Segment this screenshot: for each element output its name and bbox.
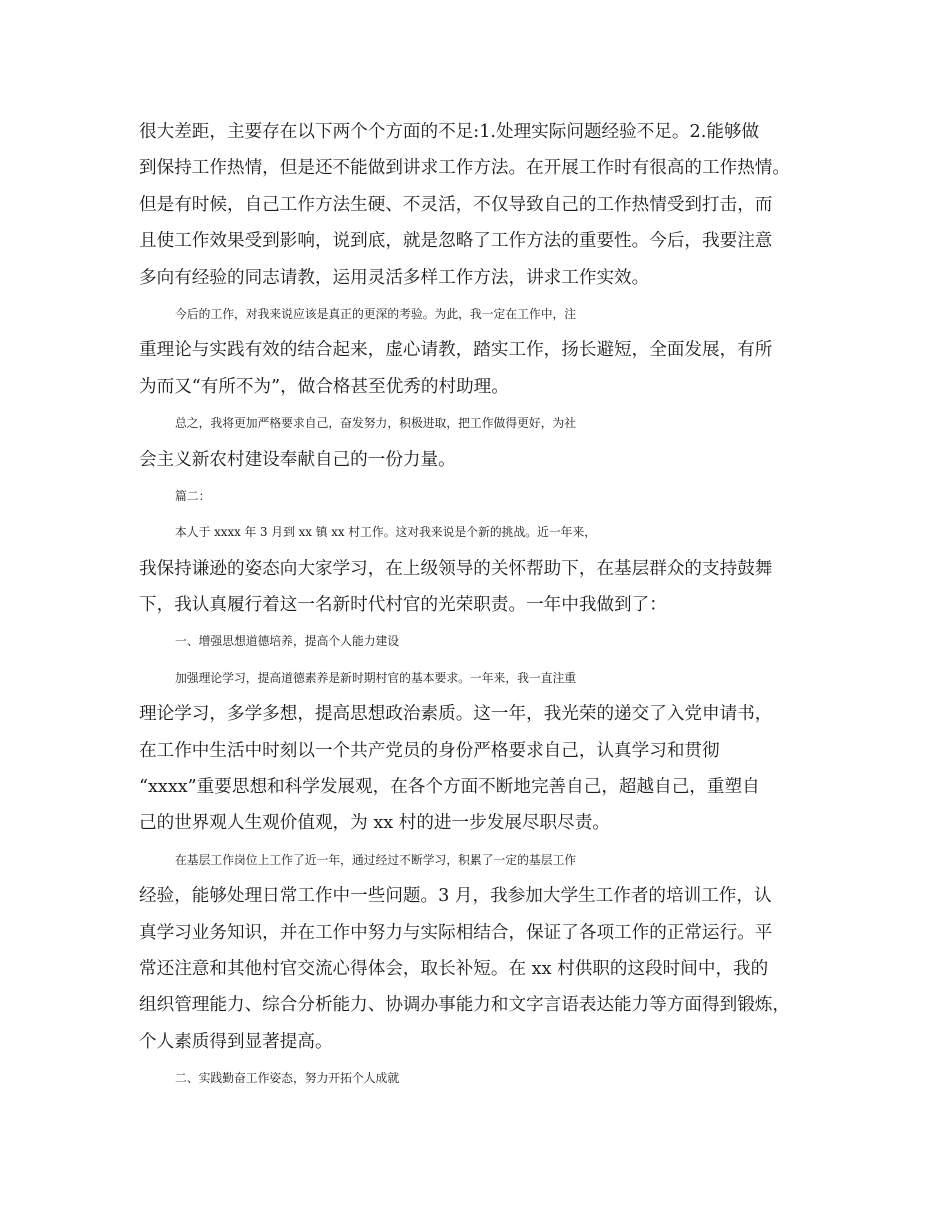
text-line: 在工作中生活中时刻以一个共产党员的身份严格要求自己，认真学习和贯彻	[139, 740, 720, 761]
text-line: 真学习业务知识，并在工作中努力与实际相结合，保证了各项工作的正常运行。平	[139, 922, 773, 943]
text-line: 在基层工作岗位上工作了近一年，通过经过不断学习，积累了一定的基层工作	[175, 852, 577, 867]
text-line: 个人素质得到显著提高。	[139, 1031, 333, 1052]
text-line: 理论学习，多学多想，提高思想政治素质。这一年，我光荣的递交了入党申请书，	[139, 704, 773, 725]
text-line: 下，我认真履行着这一名新时代村官的光荣职责。一年中我做到了：	[139, 595, 667, 616]
text-line: 今后的工作，对我来说应该是真正的更深的考验。为此，我一定在工作中，注	[175, 306, 577, 321]
text-line: 本人于 xxxx 年 3 月到 xx 镇 xx 村工作。这对我来说是个新的挑战。近一年来，	[175, 525, 597, 540]
text-line: 总之，我将更加严格要求自己，奋发努力，积极进取，把工作做得更好，为社	[175, 416, 577, 431]
text-line: 但是有时候，自己工作方法生硬、不灵活，不仅导致自己的工作热情受到打击，而	[139, 194, 773, 215]
text-line: 且使工作效果受到影响，说到底，就是忽略了工作方法的重要性。今后，我要注意	[139, 231, 773, 252]
text-line: “xxxx”重要思想和科学发展观，在各个方面不断地完善自己，超越自己，重塑自	[139, 777, 760, 798]
text-line: 到保持工作热情，但是还不能做到讲求工作方法。在开展工作时有很高的工作热情。	[139, 158, 790, 179]
text-line: 为而又“有所不为”，做合格甚至优秀的村助理。	[139, 376, 509, 397]
document-body	[139, 114, 819, 1097]
text-line: 多向有经验的同志请教，运用灵活多样工作方法，讲求工作实效。	[139, 267, 650, 288]
text-line: 常还注意和其他村官交流心得体会，取长补短。在 xx 村供职的这段时间中，我的	[139, 958, 769, 979]
text-line: 篇二：	[175, 488, 211, 503]
text-line: 我保持谦逊的姿态向大家学习，在上级领导的关怀帮助下，在基层群众的支持鼓舞	[139, 558, 773, 579]
text-line: 一、增强思想道德培养，提高个人能力建设	[175, 634, 400, 649]
text-line: 组织管理能力、综合分析能力、协调办事能力和文字言语表达能力等方面得到锻炼，	[139, 995, 790, 1016]
text-line: 己的世界观人生观价值观，为 xx 村的进一步发展尽职尽责。	[139, 813, 610, 834]
text-line: 二、实践勤奋工作姿态，努力开拓个人成就	[175, 1071, 400, 1086]
text-line: 很大差距，主要存在以下两个个方面的不足:1.处理实际问题经验不足。2.能够做	[139, 122, 760, 142]
text-line: 重理论与实践有效的结合起来，虚心请教，踏实工作，扬长避短，全面发展，有所	[139, 340, 773, 361]
text-line: 经验，能够处理日常工作中一些问题。3 月，我参加大学生工作者的培训工作，认	[139, 886, 772, 907]
text-line: 会主义新农村建设奉献自己的一份力量。	[139, 449, 456, 470]
text-line: 加强理论学习，提高道德素养是新时期村官的基本要求。一年来，我一直注重	[175, 670, 577, 685]
